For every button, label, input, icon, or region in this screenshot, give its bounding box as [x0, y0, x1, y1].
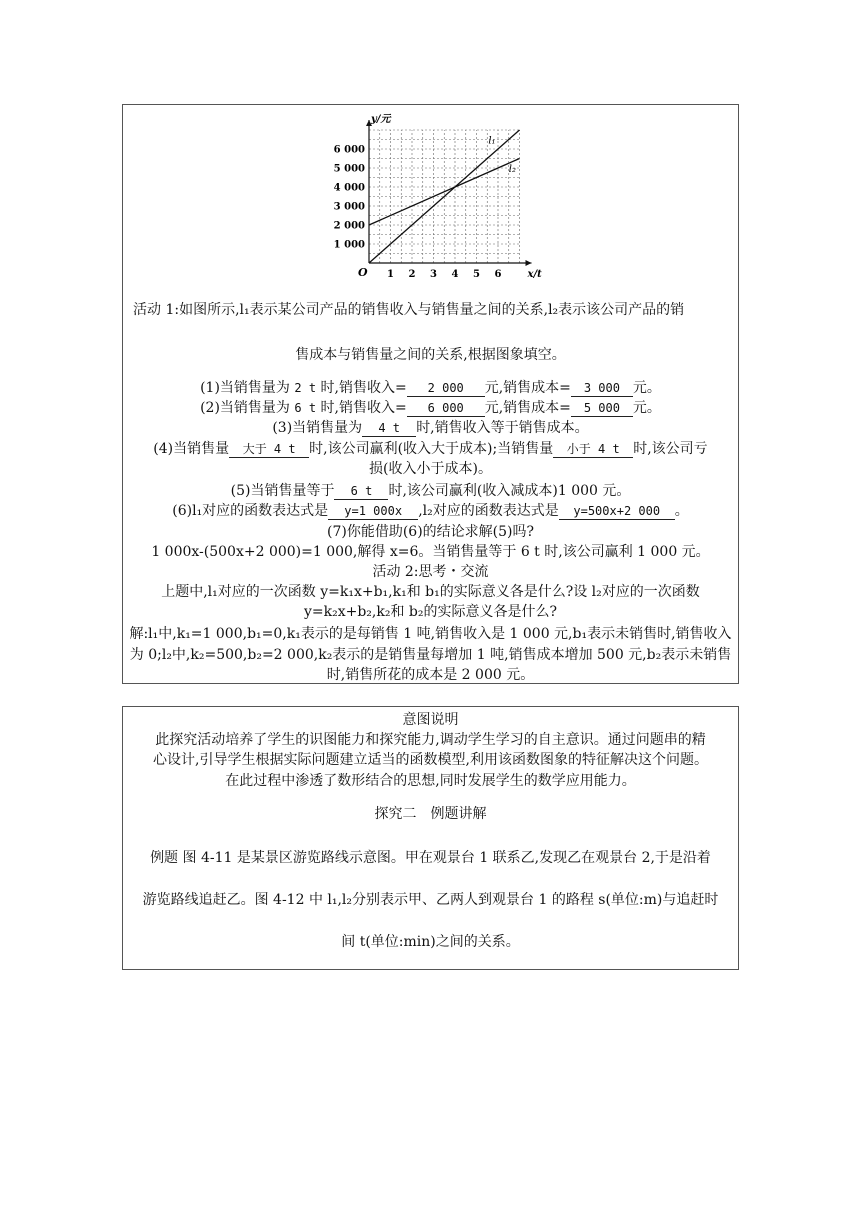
x-tick-label: 1	[387, 269, 394, 280]
answer-blank: 小于 4 t	[553, 441, 633, 458]
inquiry-title: 探究二 例题讲解	[374, 806, 487, 822]
y-tick-label: 5 000	[333, 163, 365, 175]
origin-label: O	[358, 266, 368, 279]
question-6: (6)l₁对应的函数表达式是 y=1 000x ,l₂对应的函数表达式是 y=500x+2 000 。	[172, 503, 689, 519]
answer-blank: 5 000	[571, 400, 633, 417]
intent-line2: 心设计,引导学生根据实际问题建立适当的函数模型,利用该函数图象的特征解决这个问题。	[153, 752, 708, 768]
answer-blank: 大于 4 t	[229, 441, 309, 458]
y-tick-label: 4 000	[333, 182, 365, 194]
activity2-question-line1: 上题中,l₁对应的一次函数 y=k₁x+b₁,k₁和 b₁的实际意义各是什么?设 l₂对应的一次函数	[161, 584, 700, 600]
activity2-answer-line3: 时,销售所花的成本是 2 000 元。	[326, 667, 535, 683]
question-4-line2: 损(收入小于成本)。	[369, 461, 492, 477]
x-axis-arrow	[526, 260, 532, 266]
example-line3: 间 t(单位:min)之间的关系。	[341, 934, 520, 950]
x-tick-label: 5	[473, 269, 480, 280]
y-tick-label: 2 000	[333, 220, 365, 232]
intent-box	[122, 706, 739, 970]
series-label-1: l₁	[488, 135, 496, 147]
answer-blank: 6 000	[407, 400, 485, 417]
x-tick-label: 6	[494, 269, 502, 280]
intent-title: 意图说明	[402, 712, 459, 728]
activity1-intro-line1: 活动 1:如图所示,l₁表示某公司产品的销售收入与销售量之间的关系,l₂表示该公司产品的销	[133, 302, 685, 318]
activity2-question-line2: y=k₂x+b₂,k₂和 b₂的实际意义各是什么?	[303, 604, 557, 620]
question-7-answer: 1 000x-(500x+2 000)=1 000,解得 x=6。当销售量等于 6 t 时,该公司赢利 1 000 元。	[151, 544, 710, 560]
activity2-title: 活动 2:思考・交流	[372, 564, 489, 580]
answer-blank: y=1 000x	[328, 503, 418, 520]
intent-line3: 在此过程中渗透了数形结合的思想,同时发展学生的数学应用能力。	[225, 773, 636, 789]
y-tick-label: 1 000	[333, 239, 365, 251]
x-tick-label: 3	[430, 269, 437, 280]
example-line2: 游览路线追赶乙。图 4-12 中 l₁,l₂分别表示甲、乙两人到观景台 1 的路程 s(单位:m)与追赶时	[142, 892, 719, 908]
activity2-answer-line1: 解:l₁中,k₁=1 000,b₁=0,k₁表示的是每销售 1 吨,销售收入是 1 000 元,b₁表示未销售时,销售收入	[129, 626, 732, 642]
series-line-2	[369, 159, 520, 226]
question-1: (1)当销售量为 2 t 时,销售收入= 2 000 元,销售成本= 3 000 元。	[200, 380, 661, 396]
intent-line1: 此探究活动培养了学生的识图能力和探究能力,调动学生学习的自主意识。通过问题串的精	[155, 732, 706, 748]
example-line1: 例题 图 4-11 是某景区游览路线示意图。甲在观景台 1 联系乙,发现乙在观景台 2,于是沿着	[150, 850, 711, 866]
question-2: (2)当销售量为 6 t 时,销售收入= 6 000 元,销售成本= 5 000 元。	[200, 400, 661, 416]
y-axis-label: y/元	[371, 114, 391, 125]
chart-ticks	[334, 145, 502, 281]
answer-blank: y=500x+2 000	[559, 503, 675, 520]
question-4: (4)当销售量 大于 4 t 时,该公司赢利(收入大于成本);当销售量 小于 4 t 时,该公司亏	[153, 441, 708, 457]
x-axis-label: x/t	[527, 269, 542, 280]
answer-blank: 3 000	[571, 380, 633, 397]
x-tick-label: 2	[408, 269, 416, 280]
answer-blank: 4 t	[362, 420, 416, 437]
sales-chart	[333, 107, 542, 283]
question-7: (7)你能借助(6)的结论求解(5)吗?	[327, 524, 534, 540]
activity2-answer-line2: 为 0;l₂中,k₂=500,b₂=2 000,k₂表示的是销售量每增加 1 吨,销售成本增加 500 元,b₂表示未销售	[129, 647, 732, 663]
activity1-intro-line2: 售成本与销售量之间的关系,根据图象填空。	[295, 347, 566, 363]
y-tick-label: 3 000	[333, 201, 365, 213]
x-tick-label: 4	[451, 269, 459, 280]
y-tick-label: 6 000	[333, 144, 365, 156]
activity-box	[122, 104, 739, 684]
question-3: (3)当销售量为 4 t 时,销售收入等于销售成本。	[272, 420, 589, 436]
answer-blank: 2 000	[407, 380, 485, 397]
question-5: (5)当销售量等于 6 t 时,该公司赢利(收入减成本)1 000 元。	[230, 483, 631, 499]
answer-blank: 6 t	[334, 483, 388, 500]
series-label-2: l₂	[508, 163, 516, 175]
